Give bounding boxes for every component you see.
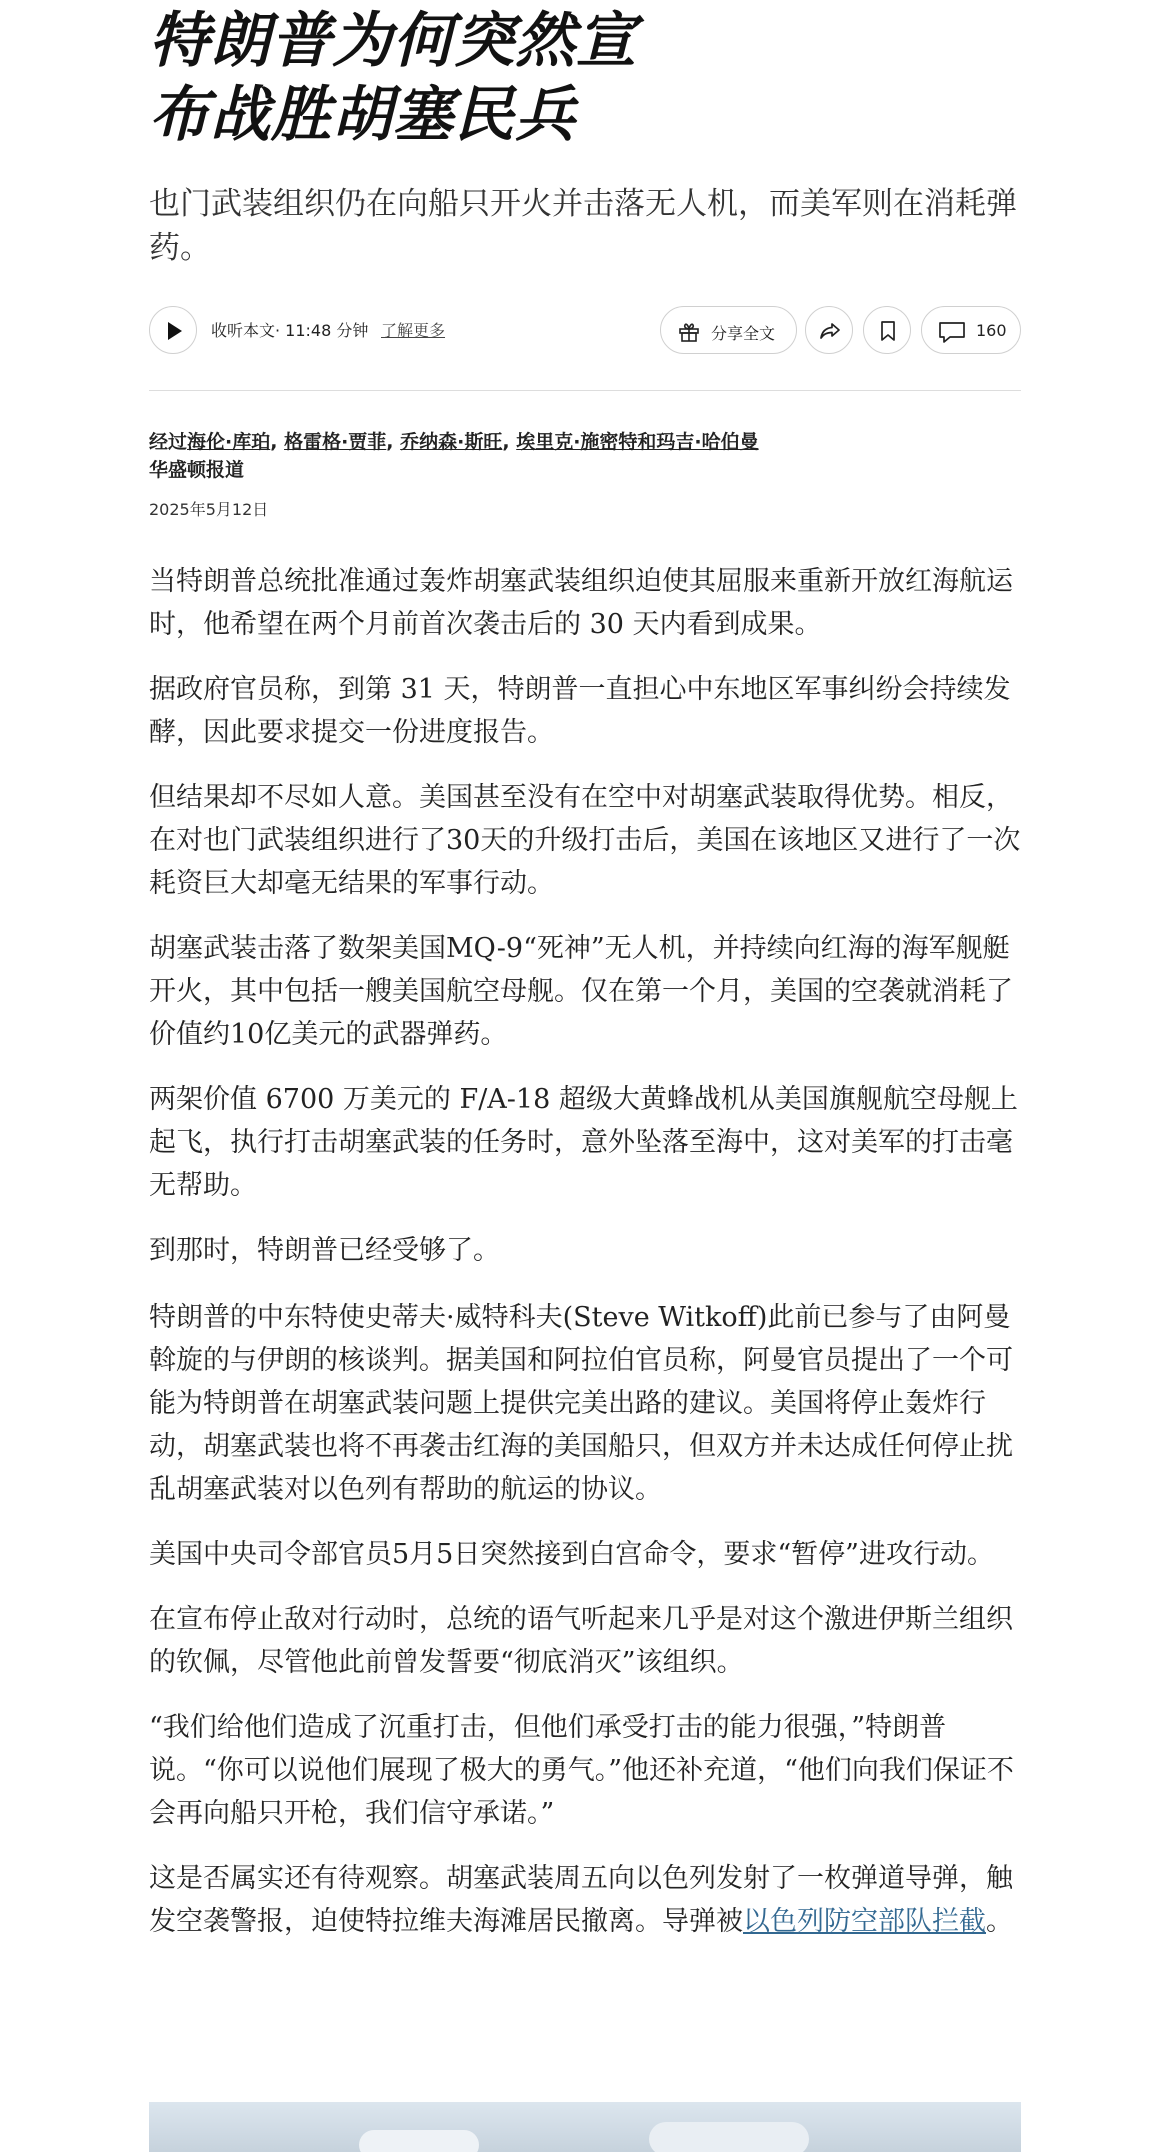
share-arrow-icon — [818, 319, 842, 343]
article-body — [149, 560, 1021, 1943]
paragraph: 美国中央司令部官员5月5日突然接到白宫命令，要求“暂停”进攻行动。 — [149, 1539, 994, 1570]
paragraph: “我们给他们造成了沉重打击，但他们承受打击的能力很强，”特朗普说。“你可以说他们展现了极大的勇气。”他还补充道，“他们向我们保证不会再向船只开枪，我们信守承诺。” — [149, 1712, 1014, 1829]
paragraph: 胡塞武装击落了数架美国MQ-9“死神”无人机，并持续向红海的海军舰艇开火，其中包括一艘美国航空母舰。仅在第一个月，美国的空袭就消耗了价值约10亿美元的武器弹药。 — [149, 933, 1013, 1050]
paragraph: 两架价值 6700 万美元的 F/A-18 超级大黄蜂战机从美国旗舰航空母舰上起飞，执行打击胡塞武装的任务时，意外坠落至海中，这对美军的打击毫无帮助。 — [149, 1084, 1018, 1201]
listen-duration: 收听本文· 11:48 分钟 — [211, 321, 369, 340]
share-button[interactable] — [805, 306, 853, 354]
byline — [149, 429, 1021, 520]
headline — [149, 4, 1021, 152]
bookmark-icon — [876, 319, 900, 343]
share-full-article-button[interactable] — [660, 306, 797, 354]
article — [149, 0, 1021, 1965]
article-summary: 也门武装组织仍在向船只开火并击落无人机，而美军则在消耗弹药。 — [149, 186, 1017, 266]
learn-more-link[interactable]: 了解更多 — [381, 321, 446, 340]
author-link[interactable]: 海伦·库珀 — [187, 431, 271, 453]
share-label: 分享全文 — [711, 324, 776, 343]
headline-line-1: 特朗普为何突然宣 — [149, 6, 637, 76]
paragraph: 但结果却不尽如人意。美国甚至没有在空中对胡塞武装取得优势。相反，在对也门武装组织进行了30天的升级打击后，美国在该地区又进行了一次耗资巨大却毫无结果的军事行动。 — [149, 782, 1021, 899]
comment-icon — [938, 320, 966, 344]
comments-button[interactable] — [921, 306, 1021, 354]
paragraph: 特朗普的中东特使史蒂夫·威特科夫(Steve Witkoff)此前已参与了由阿曼斡旋的与伊朗的核谈判。据美国和阿拉伯官员称，阿曼官员提出了一个可能为特朗普在胡塞武装问题上提供完美出路的建议。美国将停止轰炸行动，胡塞武装也将不再袭击红海的美国船只，但双方并未达成任何停止扰乱胡塞武装对以色列有帮助的航运的协议。 — [149, 1302, 1013, 1505]
author-link[interactable]: 埃里克·施密特和玛吉·哈伯曼 — [516, 431, 759, 453]
headline-line-2: 布战胜胡塞民兵 — [149, 80, 576, 150]
byline-prefix: 经过 — [149, 431, 188, 453]
paragraph: 这是否属实还有待观察。胡塞武装周五向以色列发射了一枚弹道导弹，触发空袭警报，迫使特拉维夫海滩居民撤离。导弹被以色列防空部队拦截。 — [149, 1863, 1013, 1937]
play-audio-button[interactable] — [149, 306, 197, 354]
article-toolbar — [149, 304, 1021, 356]
paragraph: 据政府官员称，到第 31 天，特朗普一直担心中东地区军事纠纷会持续发酵，因此要求提交一份进度报告。 — [149, 674, 1011, 748]
play-icon — [166, 321, 184, 341]
author-link[interactable]: 格雷格·贾菲 — [284, 431, 387, 453]
dateline: 华盛顿报道 — [149, 459, 245, 481]
article-photo — [149, 2102, 1021, 2152]
paragraph: 到那时，特朗普已经受够了。 — [149, 1235, 500, 1266]
author-list: 经过海伦·库珀, 格雷格·贾菲, 乔纳森·斯旺, 埃里克·施密特和玛吉·哈伯曼 — [149, 431, 759, 453]
save-article-button[interactable] — [863, 306, 911, 354]
divider — [149, 390, 1021, 391]
author-link[interactable]: 乔纳森·斯旺 — [400, 431, 503, 453]
publish-date: 2025年5月12日 — [149, 500, 269, 519]
israel-air-defense-link[interactable]: 以色列防空部队拦截 — [743, 1906, 986, 1937]
paragraph: 在宣布停止敌对行动时，总统的语气听起来几乎是对这个激进伊斯兰组织的钦佩，尽管他此前曾发誓要“彻底消灭”该组织。 — [149, 1604, 1013, 1678]
gift-icon — [677, 320, 701, 344]
comment-count: 160 — [976, 321, 1007, 340]
paragraph: 当特朗普总统批准通过轰炸胡塞武装组织迫使其屈服来重新开放红海航运时，他希望在两个月前首次袭击后的 30 天内看到成果。 — [149, 566, 1013, 640]
